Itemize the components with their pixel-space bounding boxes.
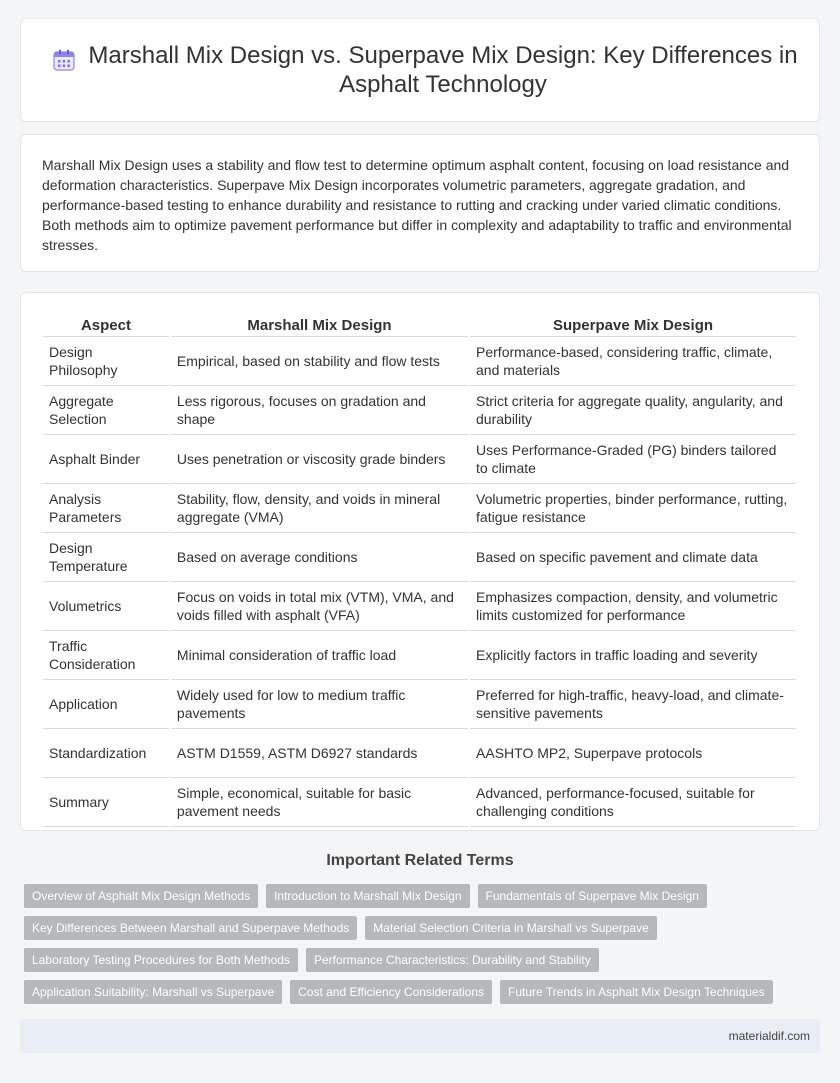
aspect-cell: Design Philosophy — [43, 337, 169, 386]
related-term-link[interactable]: Laboratory Testing Procedures for Both Methods — [24, 948, 298, 972]
table-row — [43, 435, 796, 484]
related-term-link[interactable]: Application Suitability: Marshall vs Superpave — [24, 980, 282, 1004]
header — [51, 41, 799, 99]
marshall-cell: Based on average conditions — [171, 533, 468, 582]
related-term-link[interactable]: Future Trends in Asphalt Mix Design Techniques — [500, 980, 773, 1004]
related-term-link[interactable]: Performance Characteristics: Durability and Stability — [306, 948, 599, 972]
aspect-cell: Traffic Consideration — [43, 631, 169, 680]
footer — [20, 1019, 820, 1053]
aspect-cell: Application — [43, 680, 169, 729]
superpave-cell: Explicitly factors in traffic loading and severity — [470, 631, 796, 680]
superpave-cell: Performance-based, considering traffic, climate, and materials — [470, 337, 796, 386]
table-row — [43, 484, 796, 533]
table-row — [43, 337, 796, 386]
superpave-cell: Volumetric properties, binder performance, rutting, fatigue resistance — [470, 484, 796, 533]
header-marshall: Marshall Mix Design — [171, 315, 468, 337]
marshall-cell: Stability, flow, density, and voids in mineral aggregate (VMA) — [171, 484, 468, 533]
aspect-cell: Analysis Parameters — [43, 484, 169, 533]
related-term-link[interactable]: Key Differences Between Marshall and Superpave Methods — [24, 916, 357, 940]
header-superpave: Superpave Mix Design — [470, 315, 796, 337]
aspect-cell: Summary — [43, 778, 169, 827]
related-terms-title: Important Related Terms — [326, 852, 514, 869]
header-aspect: Aspect — [43, 315, 169, 337]
superpave-cell: Based on specific pavement and climate data — [470, 533, 796, 582]
aspect-cell: Design Temperature — [43, 533, 169, 582]
related-term-link[interactable]: Fundamentals of Superpave Mix Design — [478, 884, 707, 908]
related-term-link[interactable]: Overview of Asphalt Mix Design Methods — [24, 884, 258, 908]
superpave-cell: Advanced, performance-focused, suitable for challenging conditions — [470, 778, 796, 827]
related-term-link[interactable]: Cost and Efficiency Considerations — [290, 980, 492, 1004]
related-terms-list — [24, 884, 804, 1004]
marshall-cell: Focus on voids in total mix (VTM), VMA, and voids filled with asphalt (VFA) — [171, 582, 468, 631]
marshall-cell: Widely used for low to medium traffic pavements — [171, 680, 468, 729]
header-card — [20, 18, 820, 122]
aspect-cell: Standardization — [43, 729, 169, 778]
table-row — [43, 729, 796, 778]
page-title: Marshall Mix Design vs. Superpave Mix Design: Key Differences in Asphalt Technology — [88, 42, 798, 98]
superpave-cell: Uses Performance-Graded (PG) binders tailored to climate — [470, 435, 796, 484]
summary-card — [20, 134, 820, 272]
superpave-cell: AASHTO MP2, Superpave protocols — [470, 729, 796, 778]
table-row — [43, 778, 796, 827]
superpave-cell: Emphasizes compaction, density, and volumetric limits customized for performance — [470, 582, 796, 631]
comparison-card — [20, 292, 820, 831]
related-term-link[interactable]: Introduction to Marshall Mix Design — [266, 884, 469, 908]
table-row — [43, 680, 796, 729]
table-row — [43, 386, 796, 435]
footer-site-link[interactable]: materialdif.com — [728, 1029, 810, 1043]
marshall-cell: Uses penetration or viscosity grade binders — [171, 435, 468, 484]
marshall-cell: Less rigorous, focuses on gradation and shape — [171, 386, 468, 435]
marshall-cell: Empirical, based on stability and flow tests — [171, 337, 468, 386]
aspect-cell: Volumetrics — [43, 582, 169, 631]
aspect-cell: Asphalt Binder — [43, 435, 169, 484]
table-row — [43, 582, 796, 631]
table-header-row — [43, 315, 796, 337]
marshall-cell: Simple, economical, suitable for basic pavement needs — [171, 778, 468, 827]
superpave-cell: Strict criteria for aggregate quality, angularity, and durability — [470, 386, 796, 435]
aspect-cell: Aggregate Selection — [43, 386, 169, 435]
superpave-cell: Preferred for high-traffic, heavy-load, and climate-sensitive pavements — [470, 680, 796, 729]
summary-paragraph: Marshall Mix Design uses a stability and flow test to determine optimum asphalt content, focusing on load resistance and deformation characteristics. Superpave Mix Design incorporates volumetric parameters, aggregate gradation, and performance-based testing to enhance durability and resistance to rutting and cracking under varied climatic conditions. Both methods aim to optimize pavement performance but differ in complexity and adaptability to traffic and environmental stresses. — [42, 157, 792, 253]
comparison-table — [41, 315, 798, 827]
marshall-cell: ASTM D1559, ASTM D6927 standards — [171, 729, 468, 778]
calendar-icon — [51, 47, 77, 73]
marshall-cell: Minimal consideration of traffic load — [171, 631, 468, 680]
table-row — [43, 631, 796, 680]
related-term-link[interactable]: Material Selection Criteria in Marshall vs Superpave — [365, 916, 656, 940]
table-row — [43, 533, 796, 582]
